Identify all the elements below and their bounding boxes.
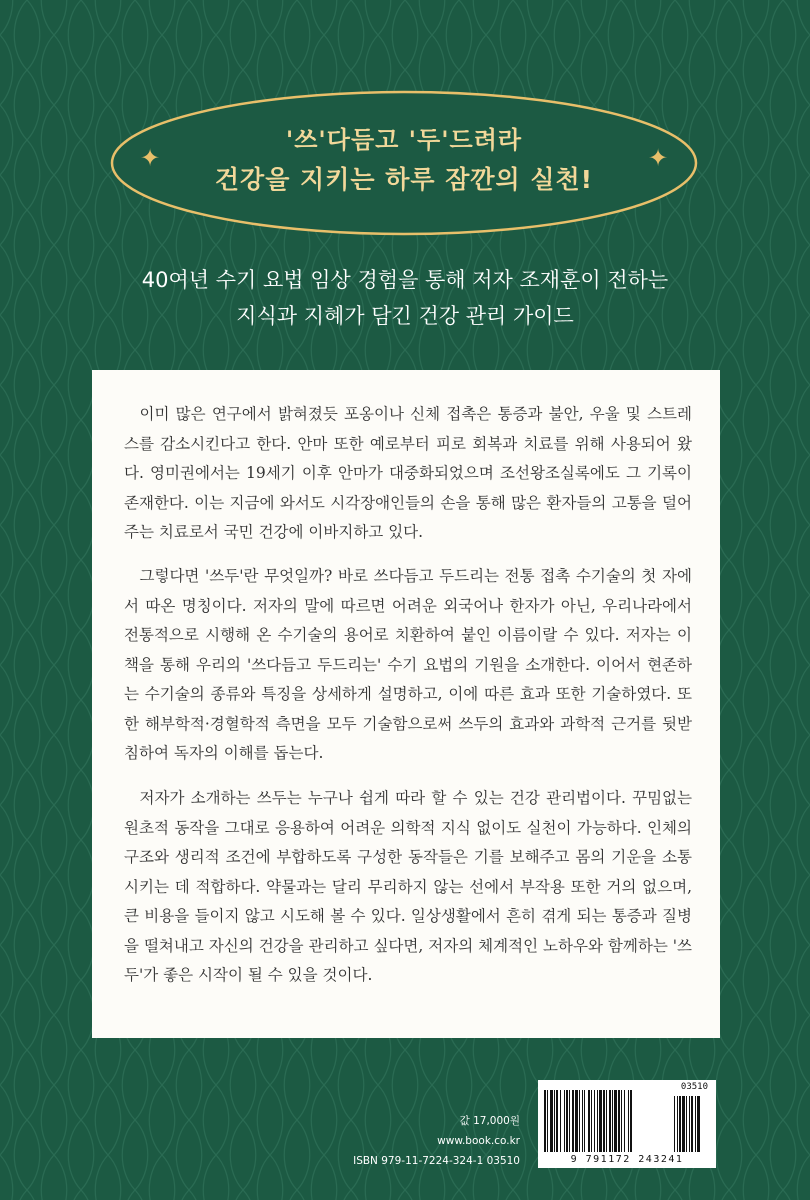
body-paragraph-2: 그렇다면 '쓰두'란 무엇일까? 바로 쓰다듬고 두드리는 전통 접촉 수기술의 첫 자에서 따온 명칭이다. 저자의 말에 따르면 어려운 외국어나 한자가 아닌, 우리나라에서 전통적으로 시행해 온 수기술의 용어로 치환하여 붙인 이름이랄 수 있다. 저자는 이 책을 통해 우리의 '쓰다듬고 두드리는' 수기 요법의 기원을 소개한다. 이어서 현존하는 수기술의 종류와 특징을 상세하게 설명하고, 이에 따른 효과 또한 기술하였다. 또한 해부학적·경혈학적 측면을 모두 기술함으로써 쓰두의 효과와 과학적 근거를 뒷받침하여 독자의 이해를 돕는다. <box>124 567 692 762</box>
barcode-addon-bar <box>689 1096 690 1152</box>
sparkle-left-icon: ✦ <box>140 144 161 172</box>
headline-line-1: '쓰'다듬고 '두'드려라 <box>285 126 523 154</box>
barcode-bar <box>591 1090 592 1152</box>
website-text: www.book.co.kr <box>437 1135 520 1147</box>
barcode-bar <box>560 1090 561 1152</box>
barcode-bar <box>566 1090 568 1152</box>
barcode-ean-number: 9 791172 243241 <box>570 1154 684 1165</box>
isbn-text: ISBN 979-11-7224-324-1 03510 <box>353 1155 520 1167</box>
barcode-bar <box>628 1090 629 1152</box>
barcode-bar <box>599 1090 602 1152</box>
barcode-bar <box>579 1090 580 1152</box>
sparkle-right-icon: ✦ <box>648 144 669 172</box>
barcode-bar <box>597 1090 598 1152</box>
barcode-bar <box>575 1090 578 1152</box>
barcode-bar <box>588 1090 590 1152</box>
subheadline-line-1: 40여년 수기 요법 임상 경험을 통해 저자 조재훈이 전하는 <box>141 268 669 292</box>
barcode-addon-number: 03510 <box>680 1082 708 1092</box>
barcode-addon-bar <box>697 1096 700 1152</box>
barcode-bar <box>621 1090 622 1152</box>
body-paragraph-3: 저자가 소개하는 쓰두는 누구나 쉽게 따라 할 수 있는 건강 관리법이다. 꾸밈없는 원초적 동작을 그대로 응용하여 어려운 의학적 지식 없이도 실천이 가능하다. 인체의 구조와 생리적 조건에 부합하도록 구성한 동작들은 기를 보해주고 몸의 기운을 소통시키는 데 적합하다. 약물과는 달리 무리하지 않는 선에서 부작용 또한 거의 없으며, 큰 비용을 들이지 않고 시도해 볼 수 있다. 일상생활에서 흔히 겪게 되는 통증과 질병을 떨쳐내고 자신의 건강을 관리하고 싶다면, 저자의 체계적인 노하우와 함께하는 '쓰두'가 좋은 시작이 될 수 있을 것이다. <box>124 789 692 984</box>
barcode-addon-bar <box>677 1096 678 1152</box>
barcode <box>538 1080 716 1168</box>
barcode-addon-bar <box>686 1096 687 1152</box>
barcode-bar <box>556 1090 558 1152</box>
price-text: 값 17,000원 <box>459 1115 520 1127</box>
barcode-bar <box>609 1090 611 1152</box>
barcode-bar <box>582 1090 583 1152</box>
barcode-bar <box>554 1090 555 1152</box>
headline-line-2: 건강을 지키는 하루 잠깐의 실천! <box>214 165 594 194</box>
barcode-bar <box>564 1090 565 1152</box>
barcode-bar <box>547 1090 548 1152</box>
barcode-addon-bar <box>691 1096 693 1152</box>
barcode-bar <box>550 1090 553 1152</box>
barcode-bar <box>544 1090 546 1152</box>
subheadline <box>0 262 810 334</box>
barcode-addon-bar <box>682 1096 685 1152</box>
body-paragraph-1: 이미 많은 연구에서 밝혀졌듯 포옹이나 신체 접촉은 통증과 불안, 우울 및 스트레스를 감소시킨다고 한다. 안마 또한 예로부터 피로 회복과 치료를 위해 사용되어 왔다. 영미권에서는 19세기 이후 안마가 대중화되었으며 조선왕조실록에도 그 기록이 존재한다. 이는 지금에 와서도 시각장애인들의 손을 통해 많은 환자들의 고통을 덜어주는 치료로서 국민 건강에 이바지하고 있다. <box>124 405 692 541</box>
barcode-bar <box>606 1090 607 1152</box>
headline-frame <box>108 88 700 238</box>
barcode-bar <box>572 1090 574 1152</box>
barcode-bar <box>584 1090 585 1152</box>
description-card <box>92 370 720 1038</box>
headline <box>108 88 700 238</box>
barcode-bar <box>594 1090 595 1152</box>
barcode-bar <box>569 1090 570 1152</box>
barcode-bar <box>618 1090 620 1152</box>
barcode-addon-bar <box>695 1096 696 1152</box>
barcode-bar <box>614 1090 617 1152</box>
subheadline-line-2: 지식과 지혜가 담긴 건강 관리 가이드 <box>236 304 574 328</box>
book-info <box>353 1111 520 1171</box>
barcode-addon-bar <box>679 1096 681 1152</box>
barcode-bar <box>612 1090 613 1152</box>
barcode-bar <box>603 1090 605 1152</box>
barcode-addon-bar <box>674 1096 675 1152</box>
barcode-bar <box>630 1090 632 1152</box>
barcode-bar <box>624 1090 625 1152</box>
